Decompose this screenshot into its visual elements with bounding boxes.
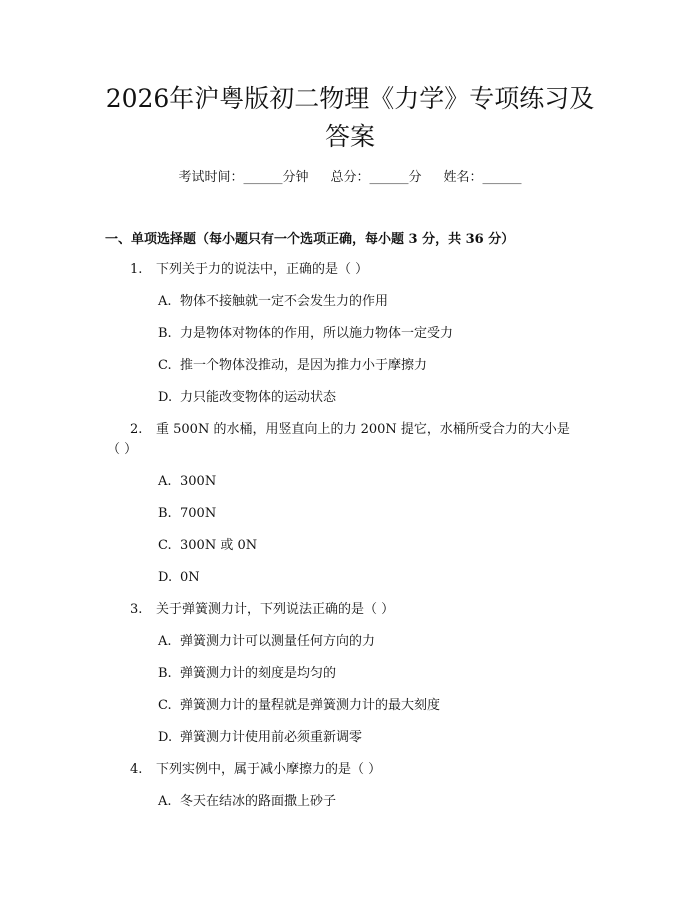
option-letter: C. (158, 698, 172, 713)
question-number: 3. (130, 602, 143, 617)
option-2c (158, 536, 257, 556)
title-line-1: 2026年沪粤版初二物理《力学》专项练习及 (105, 84, 595, 113)
option-text: 300N (180, 474, 217, 489)
option-letter: B. (158, 506, 172, 521)
option-1c (158, 356, 427, 376)
option-text: 推一个物体没推动，是因为推力小于摩擦力 (180, 358, 428, 373)
option-text: 力只能改变物体的运动状态 (180, 390, 337, 405)
option-letter: C. (158, 358, 172, 373)
question-text: 关于弹簧测力计，下列说法正确的是（ ） (156, 602, 395, 617)
option-text: 弹簧测力计的刻度是均匀的 (180, 666, 337, 681)
option-text: 300N 或 0N (180, 538, 258, 553)
question-text: 重 500N 的水桶，用竖直向上的力 200N 提它，水桶所受合力的大小是 (156, 422, 570, 437)
question-1 (130, 260, 368, 280)
document-title (60, 80, 640, 156)
option-letter: B. (158, 326, 172, 341)
question-3 (130, 600, 394, 620)
option-text: 0N (180, 570, 200, 585)
option-letter: A. (158, 794, 172, 809)
option-3b (158, 664, 336, 684)
section-heading: 一、单项选择题（每小题只有一个选项正确，每小题 3 分，共 36 分） (105, 232, 515, 247)
option-letter: B. (158, 666, 172, 681)
option-letter: A. (158, 474, 172, 489)
option-2d (158, 568, 200, 588)
option-3c (158, 696, 440, 716)
question-number: 4. (130, 762, 143, 777)
title-line-2: 答案 (324, 122, 375, 151)
option-2a (158, 472, 216, 492)
question-text: 下列关于力的说法中，正确的是（ ） (156, 262, 369, 277)
option-1b (158, 324, 453, 344)
option-1d (158, 388, 336, 408)
question-number: 1. (130, 262, 143, 277)
option-text: 弹簧测力计使用前必须重新调零 (180, 730, 363, 745)
option-4a (158, 792, 336, 812)
total-score-field: 总分：______分 (330, 170, 422, 185)
option-text: 弹簧测力计的量程就是弹簧测力计的最大刻度 (180, 698, 441, 713)
student-name-field: 姓名：______ (443, 170, 522, 185)
option-text: 冬天在结冰的路面撒上砂子 (180, 794, 337, 809)
option-1a (158, 292, 388, 312)
question-4 (130, 760, 381, 780)
option-letter: A. (158, 294, 172, 309)
option-text: 弹簧测力计可以测量任何方向的力 (180, 634, 376, 649)
option-3d (158, 728, 362, 748)
option-text: 物体不接触就一定不会发生力的作用 (180, 294, 389, 309)
question-2 (130, 420, 570, 440)
option-letter: C. (158, 538, 172, 553)
exam-info (0, 168, 700, 188)
question-2-continuation: （ ） (107, 442, 138, 457)
question-number: 2. (130, 422, 143, 437)
option-letter: D. (158, 730, 173, 745)
option-letter: D. (158, 390, 173, 405)
exam-time-field: 考试时间：______分钟 (178, 170, 309, 185)
option-text: 力是物体对物体的作用，所以施力物体一定受力 (180, 326, 454, 341)
option-letter: A. (158, 634, 172, 649)
option-letter: D. (158, 570, 173, 585)
option-text: 700N (180, 506, 217, 521)
question-text: 下列实例中，属于减小摩擦力的是（ ） (156, 762, 382, 777)
option-3a (158, 632, 375, 652)
option-2b (158, 504, 216, 524)
